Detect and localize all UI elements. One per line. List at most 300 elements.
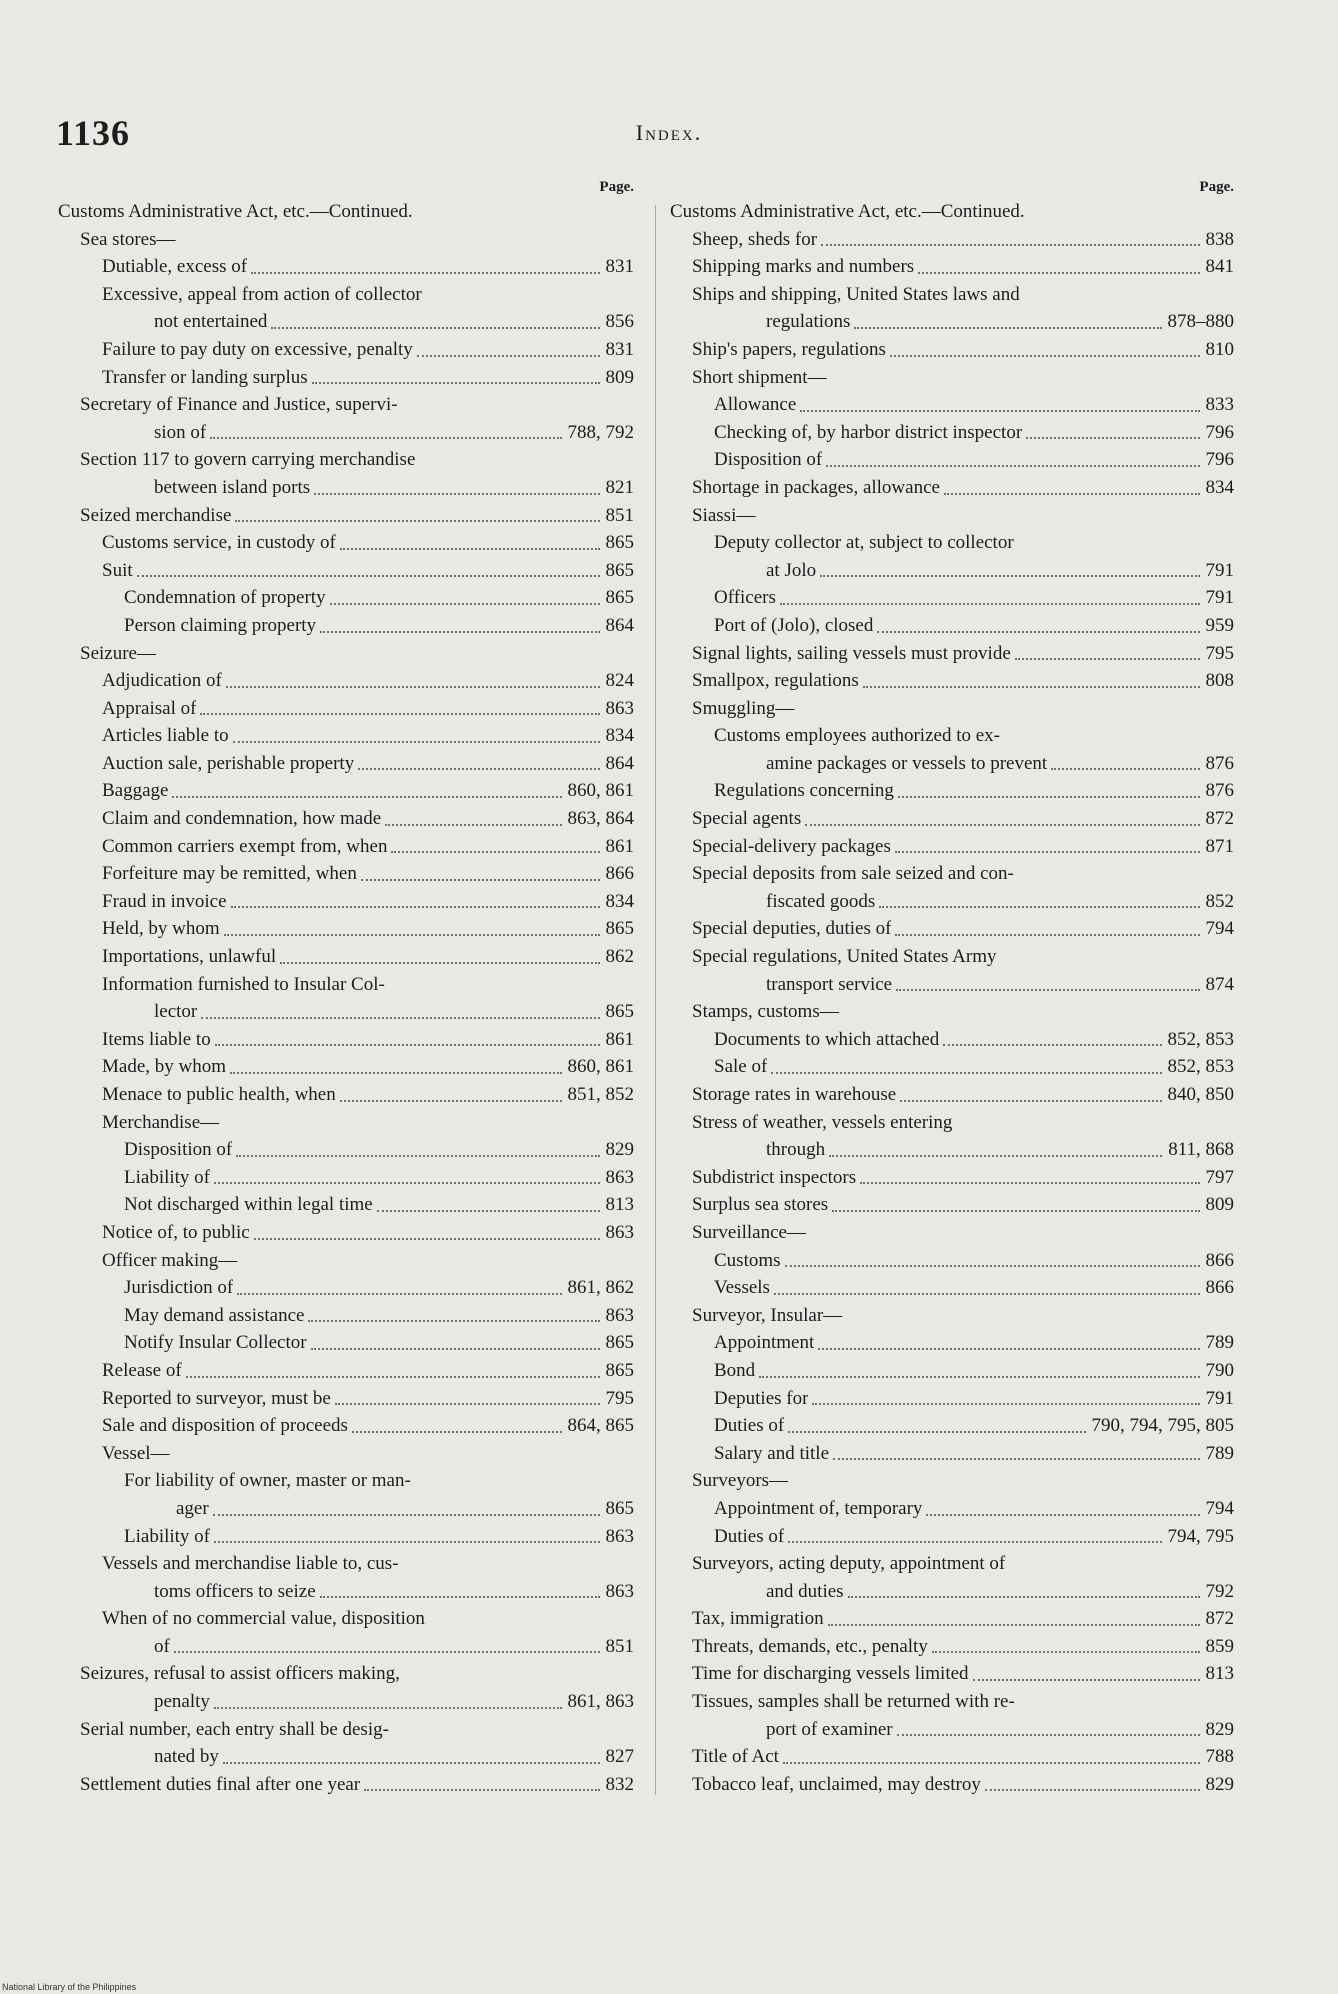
entry-page-number: 794 [1205, 1497, 1234, 1519]
index-entry [670, 833, 1238, 861]
dot-leader [785, 1265, 1200, 1267]
entry-text: and duties [766, 1580, 844, 1602]
dot-leader [364, 1789, 599, 1791]
entry-text: Person claiming property [124, 614, 317, 636]
index-entry [670, 1053, 1238, 1081]
entry-text: Surveillance— [692, 1221, 806, 1243]
entry-text: between island ports [154, 476, 311, 498]
entry-text: Disposition of [124, 1139, 233, 1161]
entry-page-number: 791 [1205, 587, 1234, 609]
entry-text: Duties of [714, 1525, 785, 1547]
entry-text: at Jolo [766, 559, 817, 581]
index-entry [58, 446, 638, 474]
entry-text: Special deputies, duties of [692, 918, 892, 940]
entry-page-number: 865 [605, 1497, 634, 1519]
entry-text: Suit [102, 559, 133, 581]
entry-text: Common carriers exempt from, when [102, 835, 388, 857]
dot-leader [788, 1431, 1085, 1433]
index-entry [58, 1053, 638, 1081]
entry-page-number: 792 [1205, 1580, 1234, 1602]
entry-page-number: 790, 794, 795, 805 [1091, 1415, 1234, 1437]
dot-leader [1051, 768, 1199, 770]
index-entry [670, 1523, 1238, 1551]
index-entry [670, 1716, 1238, 1744]
index-entry [670, 915, 1238, 943]
entry-page-number: 829 [605, 1139, 634, 1161]
library-imprint: National Library of the Philippines [2, 1982, 137, 1992]
entry-text: Surplus sea stores [692, 1194, 829, 1216]
index-entry [58, 1523, 638, 1551]
index-entry [58, 777, 638, 805]
entry-text: Notice of, to public [102, 1221, 250, 1243]
index-entry [670, 640, 1238, 668]
index-entry [670, 1274, 1238, 1302]
entry-page-number: 852, 853 [1167, 1056, 1234, 1078]
dot-leader [900, 1100, 1161, 1102]
entry-text: Storage rates in warehouse [692, 1084, 897, 1105]
index-entry [58, 1550, 638, 1578]
entry-text: Customs [714, 1249, 781, 1271]
entry-text: Vessels and merchandise liable to, cus- [102, 1553, 399, 1575]
dot-leader [860, 1182, 1199, 1184]
entry-page-number: 863 [605, 1221, 634, 1243]
dot-leader [223, 1762, 600, 1764]
entry-text: Port of (Jolo), closed [714, 614, 874, 636]
entry-text: Title of Act [692, 1746, 779, 1768]
entry-page-number: 959 [1205, 614, 1234, 636]
index-entry [58, 1633, 638, 1661]
dot-leader [895, 934, 1199, 936]
dot-leader [251, 272, 599, 274]
entry-page-number: 838 [1205, 228, 1234, 250]
entry-text: lector [154, 1001, 198, 1023]
dot-leader [271, 327, 599, 329]
index-entry [58, 1247, 638, 1275]
entry-text: of [154, 1635, 170, 1657]
index-entry [670, 1247, 1238, 1275]
index-entry [670, 943, 1238, 971]
entry-text: Deputies for [714, 1387, 809, 1409]
dot-leader [340, 1100, 562, 1102]
entry-text: ager [176, 1497, 209, 1519]
index-entry [58, 943, 638, 971]
entry-text: Dutiable, excess of [102, 256, 248, 278]
entry-text: Claim and condemnation, how made [102, 808, 382, 830]
index-entry [58, 557, 638, 585]
index-entry-list [58, 198, 638, 1798]
dot-leader [1026, 437, 1199, 439]
index-entry [58, 1357, 638, 1385]
dot-leader [335, 1403, 600, 1405]
entry-page-number: 833 [1205, 394, 1234, 416]
index-entry [670, 1219, 1238, 1247]
entry-text: Officers [714, 587, 776, 609]
index-entry [670, 1412, 1238, 1440]
entry-text: Surveyors, acting deputy, appointment of [692, 1553, 1006, 1575]
index-entry [58, 1771, 638, 1799]
index-entry [58, 1743, 638, 1771]
entry-text: Adjudication of [102, 670, 222, 692]
index-entry [670, 1660, 1238, 1688]
index-entry [58, 1716, 638, 1744]
index-entry [670, 612, 1238, 640]
entry-page-number: 864, 865 [567, 1415, 634, 1437]
dot-leader [340, 548, 600, 550]
entry-text: Special regulations, United States Army [692, 946, 997, 968]
entry-page-number: 863, 864 [567, 808, 634, 830]
entry-page-number: 874 [1205, 973, 1234, 995]
entry-text: transport service [766, 973, 893, 995]
entry-text: Special deposits from sale seized and con- [692, 863, 1014, 885]
index-entry [58, 805, 638, 833]
index-entry [670, 805, 1238, 833]
dot-leader [200, 713, 599, 715]
index-entry [58, 1412, 638, 1440]
dot-leader [174, 1651, 600, 1653]
entry-page-number: 865 [605, 1001, 634, 1023]
entry-page-number: 832 [605, 1773, 634, 1795]
dot-leader [771, 1072, 1161, 1074]
entry-text: Merchandise— [102, 1111, 220, 1133]
entry-page-number: 866 [1205, 1249, 1234, 1271]
index-entry [670, 971, 1238, 999]
dot-leader [214, 1707, 562, 1709]
index-column-left [58, 176, 638, 1798]
entry-text: Allowance [714, 394, 797, 416]
entry-page-number: 834 [605, 890, 634, 912]
entry-page-number: 861, 863 [567, 1691, 634, 1713]
entry-page-number: 864 [605, 614, 634, 636]
index-entry [670, 695, 1238, 723]
dot-leader [897, 1734, 1200, 1736]
dot-leader [783, 1762, 1200, 1764]
index-entry [58, 833, 638, 861]
index-entry [58, 1660, 638, 1688]
index-entry [670, 308, 1238, 336]
dot-leader [214, 1182, 599, 1184]
entry-text: penalty [154, 1691, 210, 1713]
dot-leader [826, 465, 1199, 467]
index-entry [670, 998, 1238, 1026]
entry-page-number: 810 [1205, 338, 1234, 360]
index-entry [58, 1440, 638, 1468]
dot-leader [877, 631, 1199, 633]
dot-leader [385, 824, 561, 826]
dot-leader [358, 768, 599, 770]
dot-leader [314, 493, 599, 495]
dot-leader [186, 1376, 600, 1378]
entry-page-number: 827 [605, 1746, 634, 1768]
entry-page-number: 813 [605, 1194, 634, 1216]
dot-leader [172, 796, 561, 798]
entry-text: Seized merchandise [80, 504, 232, 526]
entry-text: Items liable to [102, 1028, 211, 1050]
entry-page-number: 866 [605, 863, 634, 885]
index-entry [670, 474, 1238, 502]
entry-text: Fraud in invoice [102, 890, 227, 912]
index-entry [670, 1633, 1238, 1661]
index-entry [58, 1219, 638, 1247]
entry-text: Settlement duties final after one year [80, 1773, 361, 1795]
entry-text: Regulations concerning [714, 780, 894, 802]
entry-text: Stress of weather, vessels entering [692, 1111, 953, 1133]
entry-text: Tissues, samples shall be returned with re- [692, 1691, 1015, 1713]
dot-leader [863, 686, 1200, 688]
dot-leader [805, 824, 1199, 826]
index-entry [58, 750, 638, 778]
entry-text: Forfeiture may be remitted, when [102, 863, 357, 885]
dot-leader [1015, 658, 1200, 660]
index-entry [58, 529, 638, 557]
column-divider [655, 205, 656, 1795]
dot-leader [230, 1072, 561, 1074]
dot-leader [215, 1044, 600, 1046]
dot-leader [308, 1320, 599, 1322]
entry-page-number: 789 [1205, 1442, 1234, 1464]
entry-page-number: 863 [605, 1525, 634, 1547]
entry-text: Shipping marks and numbers [692, 256, 915, 278]
entry-text: For liability of owner, master or man- [124, 1470, 411, 1492]
index-entry [670, 1385, 1238, 1413]
dot-leader [235, 520, 599, 522]
entry-text: Vessels [714, 1277, 770, 1299]
entry-page-number: 829 [1205, 1773, 1234, 1795]
entry-page-number: 797 [1205, 1166, 1234, 1188]
entry-page-number: 865 [605, 587, 634, 609]
entry-page-number: 851 [605, 1635, 634, 1657]
entry-text: port of examiner [766, 1718, 893, 1740]
dot-leader [231, 906, 600, 908]
entry-text: Vessel— [102, 1442, 170, 1464]
entry-text: Duties of [714, 1415, 785, 1437]
dot-leader [330, 603, 600, 605]
entry-text: Customs service, in custody of [102, 532, 336, 554]
dot-leader [311, 1348, 600, 1350]
dot-leader [254, 1238, 600, 1240]
dot-leader [800, 410, 1199, 412]
entry-page-number: 878–880 [1167, 311, 1234, 333]
entry-page-number: 829 [1205, 1718, 1234, 1740]
index-entry [670, 419, 1238, 447]
entry-text: toms officers to seize [154, 1580, 316, 1602]
entry-page-number: 791 [1205, 559, 1234, 581]
dot-leader [833, 1458, 1199, 1460]
entry-page-number: 794 [1205, 918, 1234, 940]
entry-text: Importations, unlawful [102, 946, 277, 968]
entry-page-number: 824 [605, 670, 634, 692]
entry-page-number: 811, 868 [1168, 1139, 1234, 1161]
entry-text: Stamps, customs— [692, 1001, 839, 1023]
index-entry [670, 1467, 1238, 1495]
index-entry [58, 1136, 638, 1164]
index-entry [670, 281, 1238, 309]
index-entry [58, 1191, 638, 1219]
index-entry [670, 391, 1238, 419]
entry-text: Smallpox, regulations [692, 670, 859, 692]
index-entry [58, 281, 638, 309]
entry-page-number: 871 [1205, 835, 1234, 857]
entry-page-number: 834 [1205, 476, 1234, 498]
entry-text: Surveyors— [692, 1470, 789, 1492]
index-entry [58, 502, 638, 530]
entry-text: Subdistrict inspectors [692, 1166, 857, 1188]
entry-text: Reported to surveyor, must be [102, 1387, 331, 1409]
entry-text: Smuggling— [692, 697, 795, 719]
entry-text: Ship's papers, regulations [692, 338, 886, 360]
entry-page-number: 794, 795 [1167, 1525, 1234, 1547]
entry-page-number: 841 [1205, 256, 1234, 278]
index-entry [670, 336, 1238, 364]
entry-text: through [766, 1139, 826, 1161]
entry-page-number: 861 [605, 1028, 634, 1050]
entry-text: Baggage [102, 780, 169, 802]
entry-text: May demand assistance [124, 1304, 305, 1326]
dot-leader [832, 1210, 1199, 1212]
index-entry [58, 1605, 638, 1633]
entry-text: Officer making— [102, 1249, 238, 1271]
entry-text: Customs Administrative Act, etc.—Continued. [58, 201, 413, 222]
entry-page-number: 809 [605, 366, 634, 388]
dot-leader [377, 1210, 600, 1212]
index-entry [670, 1329, 1238, 1357]
entry-page-number: 862 [605, 946, 634, 968]
dot-leader [973, 1679, 1200, 1681]
dot-leader [417, 355, 600, 357]
index-entry [58, 1385, 638, 1413]
dot-leader [890, 355, 1200, 357]
index-entry [670, 1688, 1238, 1716]
entry-text: Surveyor, Insular— [692, 1304, 843, 1326]
entry-page-number: 789 [1205, 1332, 1234, 1354]
index-entry [670, 584, 1238, 612]
entry-text: Condemnation of property [124, 587, 326, 609]
dot-leader [985, 1789, 1200, 1791]
entry-text: Special agents [692, 808, 802, 830]
entry-text: Special-delivery packages [692, 835, 891, 857]
dot-leader [898, 796, 1200, 798]
entry-text: Notify Insular Collector [124, 1332, 307, 1354]
index-entry [670, 1109, 1238, 1137]
entry-text: amine packages or vessels to prevent [766, 752, 1048, 774]
dot-leader [236, 1155, 599, 1157]
entry-text: Held, by whom [102, 918, 220, 940]
entry-page-number: 865 [605, 559, 634, 581]
entry-text: Information furnished to Insular Col- [102, 973, 385, 995]
entry-page-number: 876 [1205, 752, 1234, 774]
index-entry [58, 915, 638, 943]
dot-leader [320, 1596, 600, 1598]
entry-page-number: 795 [605, 1387, 634, 1409]
index-entry [58, 1329, 638, 1357]
entry-text: regulations [766, 311, 851, 333]
index-entry [58, 1164, 638, 1192]
entry-page-number: 865 [605, 1332, 634, 1354]
index-entry [58, 584, 638, 612]
entry-page-number: 831 [605, 256, 634, 278]
index-entry [58, 1274, 638, 1302]
index-entry [670, 226, 1238, 254]
entry-text: fiscated goods [766, 890, 876, 912]
entry-text: Made, by whom [102, 1056, 227, 1078]
entry-text: Signal lights, sailing vessels must provide [692, 642, 1011, 664]
index-entry [670, 1191, 1238, 1219]
dot-leader [821, 244, 1199, 246]
index-entry [670, 1771, 1238, 1799]
dot-leader [943, 1044, 1161, 1046]
index-entry [670, 557, 1238, 585]
entry-text: Customs Administrative Act, etc.—Continued. [670, 201, 1025, 222]
index-entry [670, 1550, 1238, 1578]
entry-text: Release of [102, 1359, 182, 1381]
entry-text: Time for discharging vessels limited [692, 1663, 969, 1685]
index-entry [670, 364, 1238, 392]
dot-leader [828, 1624, 1200, 1626]
index-entry [58, 1026, 638, 1054]
entry-page-number: 866 [1205, 1277, 1234, 1299]
entry-page-number: 796 [1205, 449, 1234, 471]
page-number: 1136 [56, 113, 131, 153]
dot-leader [944, 493, 1200, 495]
index-entry [670, 750, 1238, 778]
index-entry [670, 1440, 1238, 1468]
index-entry [58, 971, 638, 999]
entry-text: Tobacco leaf, unclaimed, may destroy [692, 1773, 981, 1795]
index-entry [670, 667, 1238, 695]
index-entry [58, 226, 638, 254]
dot-leader [320, 631, 599, 633]
index-entry [670, 1136, 1238, 1164]
dot-leader [352, 1431, 562, 1433]
index-entry [670, 502, 1238, 530]
entry-text: not entertained [154, 311, 268, 333]
dot-leader [895, 851, 1200, 853]
entry-text: Appointment of, temporary [714, 1497, 923, 1519]
dot-leader [391, 851, 599, 853]
page-column-label: Page. [599, 179, 634, 195]
index-entry [670, 1357, 1238, 1385]
dot-leader [788, 1541, 1161, 1543]
index-entry [670, 777, 1238, 805]
dot-leader [896, 989, 1199, 991]
dot-leader [280, 962, 599, 964]
index-entry-list [670, 198, 1238, 1798]
index-entry [670, 888, 1238, 916]
entry-page-number: 788, 792 [567, 421, 634, 443]
index-entry [670, 1302, 1238, 1330]
index-entry [670, 1026, 1238, 1054]
entry-page-number: 863 [605, 1166, 634, 1188]
entry-page-number: 851 [605, 504, 634, 526]
index-entry [670, 860, 1238, 888]
dot-leader [312, 382, 600, 384]
dot-leader [820, 575, 1199, 577]
entry-page-number: 788 [1205, 1746, 1234, 1768]
entry-text: Serial number, each entry shall be desig- [80, 1718, 389, 1740]
index-entry [670, 198, 1238, 226]
entry-page-number: 808 [1205, 670, 1234, 692]
entry-text: Sheep, sheds for [692, 228, 818, 250]
dot-leader [780, 603, 1200, 605]
index-entry [670, 1081, 1238, 1109]
dot-leader [848, 1596, 1200, 1598]
index-entry [58, 308, 638, 336]
entry-page-number: 863 [605, 1580, 634, 1602]
entry-page-number: 834 [605, 725, 634, 747]
entry-text: Excessive, appeal from action of collector [102, 283, 422, 305]
dot-leader [829, 1155, 1162, 1157]
entry-text: Salary and title [714, 1442, 830, 1464]
index-entry [58, 1467, 638, 1495]
